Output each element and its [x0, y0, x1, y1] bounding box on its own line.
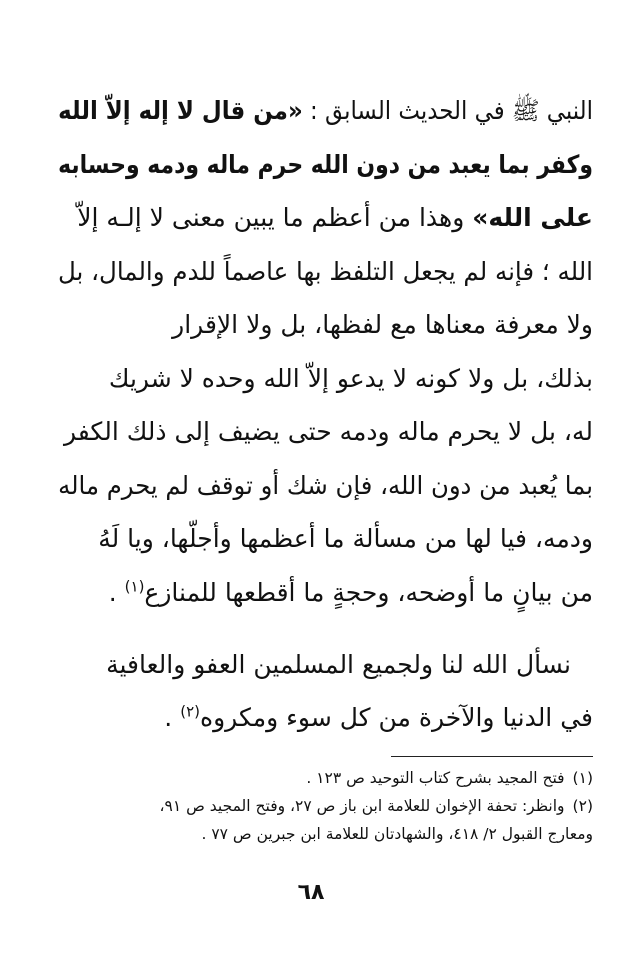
body-text-segment: ودمه، فيا لها من مسألة ما أعظمها وأجلّها، ويا لَهُ [98, 524, 593, 553]
body-text-segment: . [108, 577, 125, 607]
body-line [58, 298, 593, 352]
closing-line-1: نسأل الله لنا ولجميع المسلمين العفو والعافية [106, 650, 571, 679]
body-line [58, 191, 593, 245]
body-text-segment: وهذا من أعظم ما يبين معنى لا إلـه إلاّ [77, 203, 473, 232]
footnote-ref-1: (١) [124, 577, 145, 596]
body-line [58, 512, 593, 566]
closing-line-2 [58, 691, 593, 744]
footnote-item [40, 820, 593, 848]
closing-line-2-text: في الدنيا والآخرة من كل سوء ومكروه [199, 703, 593, 732]
footnote-number: (٢) [572, 797, 593, 815]
body-line [58, 566, 593, 620]
hadith-quote-text: على الله» [472, 203, 593, 232]
footnote-ref-2: (٢) [180, 702, 200, 721]
body-text-segment: ولا معرفة معناها مع لفظها، بل ولا الإقرار [172, 310, 593, 339]
footnote-item [40, 764, 593, 792]
body-line [58, 84, 593, 138]
body-text-segment: بذلك، بل ولا كونه لا يدعو إلاّ الله وحده لا شريك [108, 363, 593, 393]
body-line [58, 138, 593, 192]
body-text-segment: بما يُعبد من دون الله، فإن شك أو توقف لم يحرم ماله [58, 470, 593, 500]
footnote-text: وانظر: تحفة الإخوان للعلامة ابن باز ص ٢٧، وفتح المجيد ص ٩١، [159, 797, 565, 815]
page-number: ٦٨ [297, 880, 325, 905]
body-line [58, 405, 593, 459]
body-text-segment: الله ؛ فإنه لم يجعل التلفظ بها عاصماً للدم والمال، بل [57, 256, 594, 286]
body-text-segment: له، بل لا يحرم ماله ودمه حتى يضيف إلى ذلك الكفر [63, 417, 593, 446]
footnote-text: ومعارج القبول ٢/ ٤١٨، والشهادتان للعلامة ابن جبرين ص ٧٧ . [201, 825, 593, 843]
footnote-item [40, 792, 593, 820]
body-line [57, 245, 594, 299]
body-text-segment: النبي ﷺ في الحديث السابق : [302, 96, 593, 125]
body-line [58, 352, 593, 406]
body-text-segment: من بيانٍ ما أوضحه، وحجةٍ ما أقطعها للمنازع [144, 577, 593, 607]
footnote-number: (١) [572, 769, 593, 787]
body-line [58, 459, 593, 513]
hadith-quote-text: «من قال لا إله إلاّ الله [58, 96, 303, 125]
footnote-separator [391, 756, 593, 757]
closing-line-2-end: . [164, 703, 181, 732]
footnotes [40, 764, 593, 848]
closing-paragraph [58, 638, 593, 744]
hadith-quote-text: وكفر بما يعبد من دون الله حرم ماله ودمه وحسابه [58, 149, 593, 179]
main-paragraph [58, 84, 593, 619]
footnote-text: فتح المجيد بشرح كتاب التوحيد ص ١٢٣ . [306, 769, 565, 787]
